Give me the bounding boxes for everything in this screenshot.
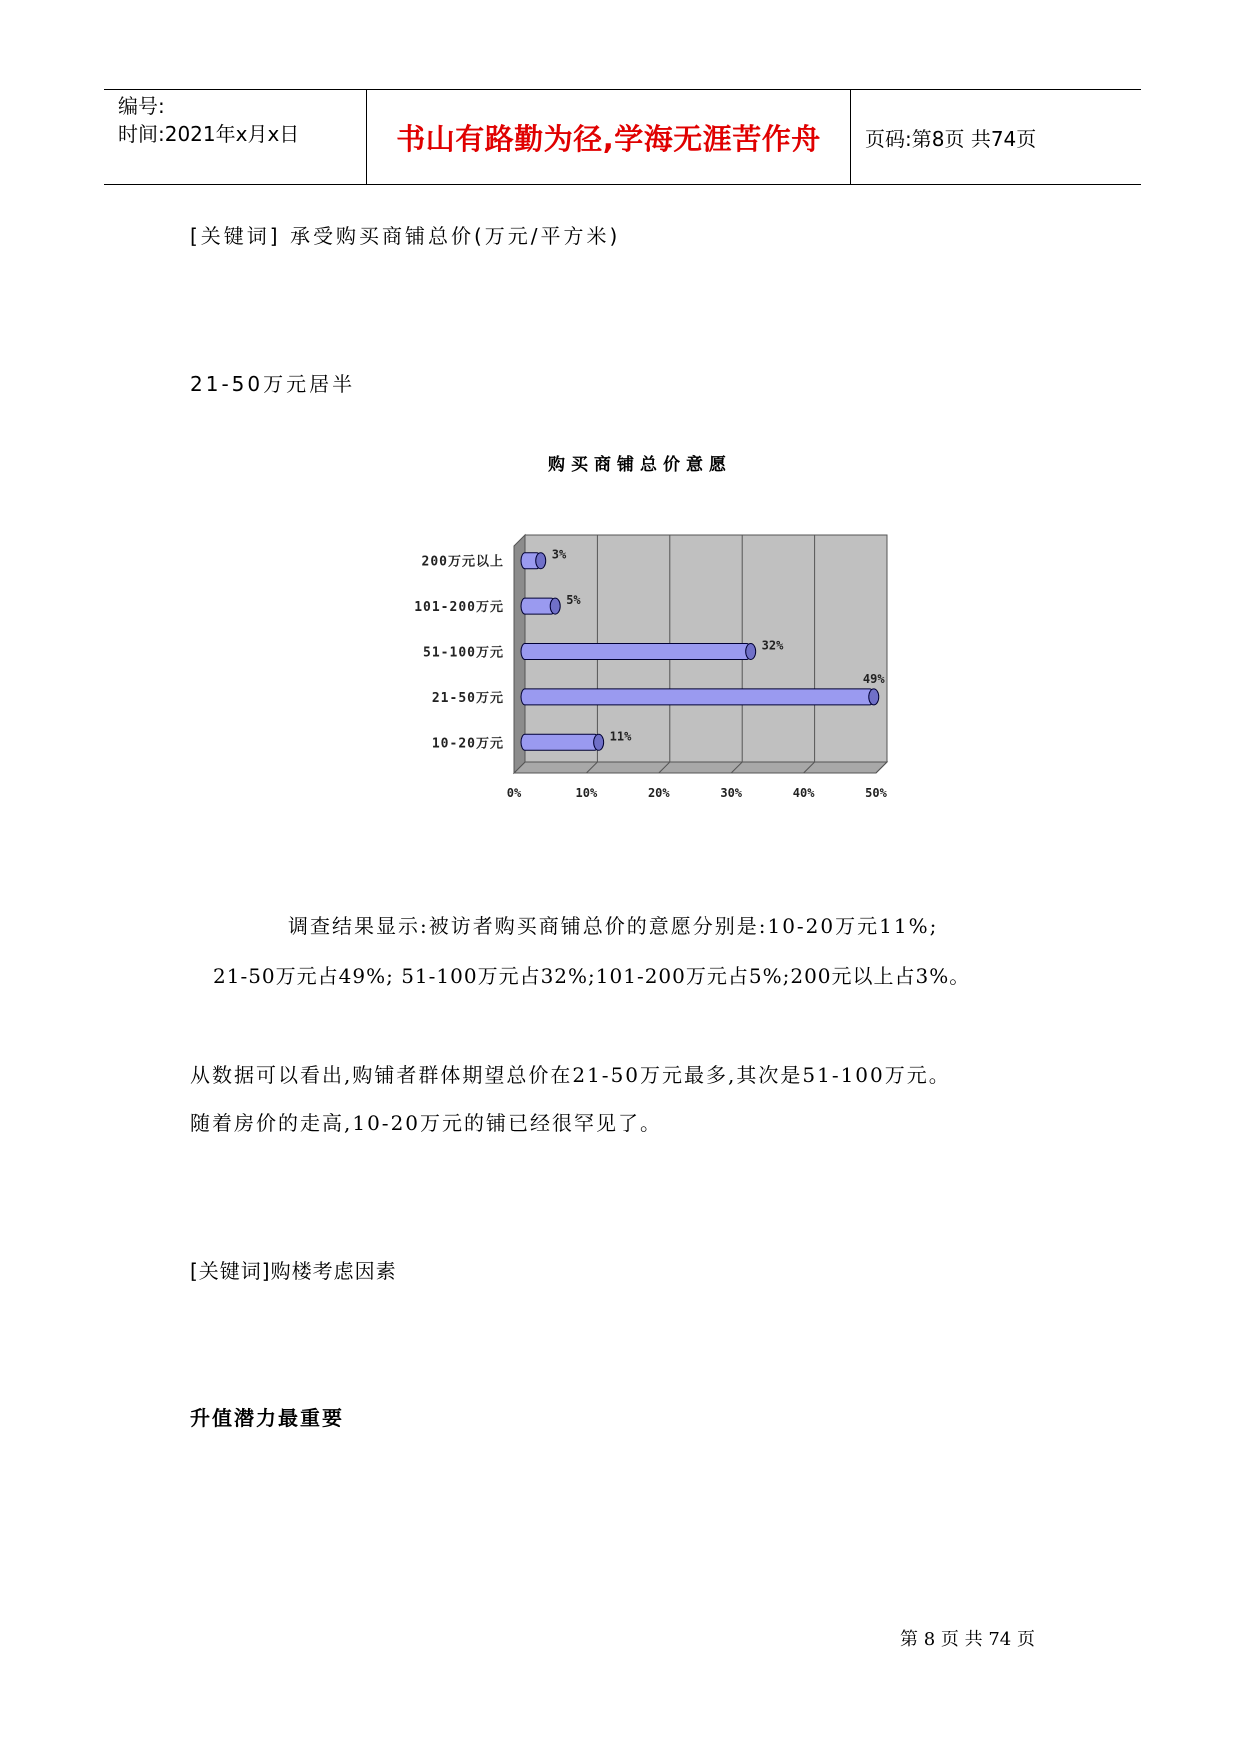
header-page-code: 页码:第8页 共74页 [865,126,1037,151]
price-intention-chart [360,440,920,820]
chart-category-label: 200万元以上 [421,554,504,570]
chart-svg [360,440,920,820]
header-motto: 书山有路勤为径,学海无涯苦作舟 [396,121,821,156]
chart-bar [521,689,874,705]
chart-value-label: 49% [862,671,885,686]
section1-keyword: [关键词] 承受购买商铺总价(万元/平方米) [190,224,621,248]
document-header [104,89,1141,185]
chart-title: 购买商铺总价意愿 [548,455,732,475]
chart-x-tick-label: 40% [792,786,815,800]
paragraph2-line1: 从数据可以看出,购铺者群体期望总价在21-50万元最多,其次是51-100万元。 [190,1063,951,1087]
chart-x-tick-label: 20% [647,786,670,800]
chart-bar-cap [550,598,560,614]
paragraph1-line1: 调查结果显示:被访者购买商铺总价的意愿分别是:10-20万元11%; [288,914,939,938]
section1-subtitle: 21-50万元居半 [190,372,356,396]
chart-value-label: 3% [551,547,567,562]
chart-x-tick-label: 10% [575,786,598,800]
page-footer: 第 8 页 共 74 页 [900,1629,1035,1650]
document-time-label: 时间:2021年x月x日 [118,122,300,146]
section2-subtitle: 升值潜力最重要 [190,1406,344,1430]
header-page-cell [851,90,1141,184]
chart-category-label: 10-20万元 [431,736,504,752]
chart-bar-cap [536,553,546,569]
paragraph2-line2: 随着房价的走高,10-20万元的铺已经很罕见了。 [190,1111,663,1135]
chart-bar [521,734,599,750]
chart-value-label: 5% [566,593,581,608]
chart-bar-cap [746,644,756,660]
chart-bar-cap [869,689,879,705]
document-number-label: 编号: [118,94,165,118]
header-motto-cell [367,90,851,184]
chart-bar-cap [594,734,604,750]
chart-category-label: 51-100万元 [423,645,504,661]
section2-keyword: [关键词]购楼考虑因素 [190,1259,397,1283]
chart-floor [514,762,887,773]
chart-x-tick-label: 0% [506,786,522,800]
chart-category-label: 101-200万元 [414,600,504,616]
paragraph1-line2: 21-50万元占49%; 51-100万元占32%;101-200万元占5%;200元以上占3%。 [213,964,971,988]
header-left-cell [104,90,367,184]
chart-x-tick-label: 50% [865,786,887,800]
chart-x-tick-label: 30% [720,786,743,800]
chart-value-label: 32% [761,638,784,653]
chart-value-label: 11% [609,729,632,744]
chart-bar [521,644,751,660]
chart-category-label: 21-50万元 [431,690,504,706]
